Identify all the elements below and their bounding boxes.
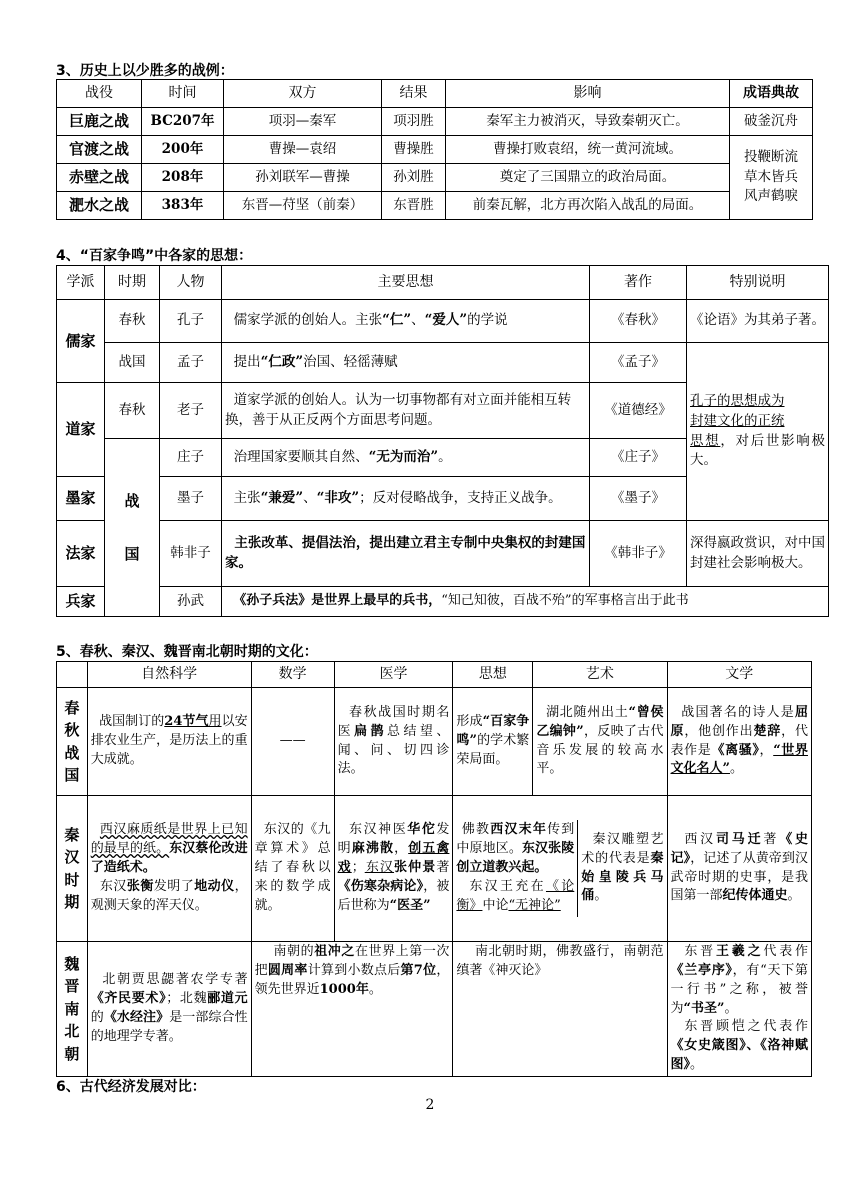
school-name: 墨家	[57, 477, 105, 521]
text-span: 道家学派的创始人。认为一切事物都有对立面并能相互转换，善于从正反两个方面思考问题。	[225, 391, 572, 428]
header-cell: 时期	[105, 266, 160, 300]
header-cell	[57, 662, 88, 688]
keyword: 纪传体通史	[722, 888, 788, 904]
keyword: 《离骚》	[711, 742, 760, 758]
idea-cell	[222, 521, 590, 587]
text-span: 用	[208, 714, 222, 730]
table-row	[57, 796, 812, 942]
table-header-row	[57, 80, 813, 108]
keyword: 圆周率	[267, 962, 308, 978]
header-cell: 思想	[453, 662, 533, 688]
note-cell: 深得嬴政赏识，对中国封建社会影响极大。	[687, 521, 829, 587]
battle-parties: 孙刘联军—曹操	[224, 164, 382, 192]
battle-time: BC207年	[142, 108, 224, 136]
school-name: 法家	[57, 521, 105, 587]
header-cell: 自然科学	[87, 662, 251, 688]
text-span: 儒家学派的创始人。主张	[233, 312, 383, 329]
text-span: 东汉张陵创立道教兴起。	[456, 841, 575, 876]
table-row	[57, 343, 829, 383]
keyword: 《女史箴图》、《洛神赋图》	[670, 1038, 808, 1073]
text-span: ，领先世界近	[254, 962, 450, 997]
header-cell: 学派	[57, 266, 105, 300]
keyword: 《伤寒杂病论》	[337, 878, 424, 894]
text-line: 国	[124, 544, 140, 563]
text-span: 西汉麻质纸是世界上已知的最早的纸。	[90, 822, 248, 857]
person-cell: 孟子	[160, 343, 222, 383]
text-span: ；反对侵略战争，支持正义战争。	[359, 489, 562, 506]
keyword: 扁鹊	[354, 723, 387, 739]
period-cell: 战国	[105, 343, 160, 383]
era-cell: 春秋战国	[57, 688, 88, 796]
keyword: 司马迁	[715, 831, 764, 847]
text-span: ，	[394, 841, 409, 857]
keyword: “爱人”	[424, 312, 468, 329]
idea-cell	[222, 477, 590, 521]
idea-cell	[222, 300, 590, 343]
text-span: 封建文化的正统	[690, 412, 785, 429]
science-cell	[87, 796, 251, 942]
book-cell: 《墨子》	[590, 477, 687, 521]
keyword: 《孙子兵法》是世界上最早的兵书，	[233, 593, 442, 609]
text-span: 东汉的《九章算术》总结了春秋以来的数学成就。	[254, 822, 331, 913]
school-name: 兵家	[57, 587, 105, 617]
section-3-heading: 3、历史上以少胜多的战例：	[56, 63, 234, 79]
keyword: “无为而治”	[368, 448, 439, 465]
medicine-cell	[334, 688, 453, 796]
text-span: 。	[438, 448, 452, 465]
book-cell: 《庄子》	[590, 439, 687, 477]
text-span: 北朝贾思勰著农学专著	[102, 972, 248, 988]
text-span: 以安排农业生产，是历法上的重大成就。	[90, 714, 248, 767]
header-cell: 医学	[334, 662, 453, 688]
literature-cell	[667, 796, 812, 942]
text-span: 西汉	[684, 831, 716, 847]
battle-idiom: 破釜沉舟	[730, 108, 813, 136]
text-span: 《论衡》	[456, 878, 575, 913]
science-cell	[87, 688, 251, 796]
battle-parties: 项羽—秦军	[224, 108, 382, 136]
keyword: 屈原	[670, 704, 808, 739]
idea-cell	[222, 343, 590, 383]
section-6-heading: 6、古代经济发展对比：	[56, 1079, 206, 1095]
text-span: 东晋顾恺之代表作	[684, 1019, 808, 1035]
text-span: 东汉	[99, 878, 127, 894]
keyword: “世界文化名人”	[670, 742, 808, 777]
text-span: 传到中原地区。	[456, 822, 575, 857]
keyword: “仁政”	[260, 353, 304, 370]
header-cell: 影响	[446, 80, 730, 108]
text-span: ，对后世影响极大。	[690, 432, 825, 469]
keyword: 张衡	[126, 878, 154, 894]
keyword: 创五禽戏	[337, 841, 450, 876]
text-span: “知己知彼，百战不殆”的军事格言出于此书	[441, 593, 689, 609]
keyword: 楚辞	[753, 723, 782, 739]
idea-cell	[222, 383, 590, 439]
text-span: 湖北随州出土	[546, 704, 629, 720]
science-cell	[87, 942, 251, 1077]
keyword: 《水经注》	[103, 1009, 170, 1025]
table-header-row	[57, 266, 829, 300]
text-span: ，被后世称为	[337, 878, 450, 913]
medicine-cell	[334, 796, 453, 942]
note-cell: 《论语》为其弟子著。	[687, 300, 829, 343]
header-cell: 主要思想	[222, 266, 590, 300]
text-span: 孔子的思想成为	[690, 393, 785, 410]
thought-cell	[453, 942, 667, 1077]
table-row	[57, 587, 829, 617]
book-cell: 《春秋》	[590, 300, 687, 343]
culture-table	[56, 661, 812, 1077]
idea-cell	[222, 587, 829, 617]
text-span: 战国著名的诗人是	[681, 704, 795, 720]
text-span: “无神论”	[508, 897, 561, 913]
keyword: “曾侯乙编钟”	[536, 704, 664, 739]
section-5-heading: 5、春秋、秦汉、魏晋南北朝时期的文化：	[56, 644, 318, 660]
table-row	[57, 192, 813, 220]
battle-name: 赤壁之战	[57, 164, 142, 192]
battle-result: 孙刘胜	[382, 164, 446, 192]
idea-cell	[222, 439, 590, 477]
table-row	[57, 300, 829, 343]
keyword: 麻沸散	[351, 841, 395, 857]
keyword: 东汉蔡伦改进了造纸术。	[90, 841, 248, 876]
text-span: 代表作	[763, 944, 808, 959]
header-cell: 人物	[160, 266, 222, 300]
text-span: 。	[368, 981, 382, 997]
text-span: 的学术繁荣局面。	[456, 733, 530, 767]
text-span: 。	[690, 1057, 704, 1073]
thought-art-inner	[453, 820, 666, 916]
text-span: 治理国家要顺其自然、	[233, 448, 369, 465]
keyword: 郦道元	[207, 991, 248, 1007]
text-span: 。	[787, 888, 801, 904]
header-cell: 特别说明	[687, 266, 829, 300]
idiom-line: 草木皆兵	[744, 168, 798, 185]
text-span: ，	[759, 742, 774, 758]
person-cell: 墨子	[160, 477, 222, 521]
text-span: 东晋	[684, 944, 716, 959]
header-cell: 艺术	[533, 662, 667, 688]
text-span: ，有“天下第一行书”之称，被誉为	[670, 962, 808, 1016]
table-row	[57, 688, 812, 796]
battle-impact: 秦军主力被消灭，导致秦朝灭亡。	[446, 108, 730, 136]
math-cell: ——	[251, 688, 334, 796]
person-cell: 韩非子	[160, 521, 222, 587]
text-span: 秦汉雕塑艺术的代表是	[581, 831, 664, 866]
table-row	[57, 108, 813, 136]
keyword: 《齐民要术》	[90, 991, 167, 1007]
person-cell: 孔子	[160, 300, 222, 343]
book-cell: 《孟子》	[590, 343, 687, 383]
battle-name: 淝水之战	[57, 192, 142, 220]
header-cell: 著作	[590, 266, 687, 300]
battle-parties: 东晋—苻坚（前秦）	[224, 192, 382, 220]
keyword: “百家争鸣”	[456, 714, 530, 749]
text-span: ，观测天象的浑天仪。	[90, 878, 248, 913]
battle-time: 208年	[142, 164, 224, 192]
text-span: ，他创作出	[684, 723, 754, 739]
keyword: “书圣”	[683, 1000, 725, 1016]
art-literature-cell	[667, 942, 812, 1077]
period-cell: 春秋	[105, 383, 160, 439]
text-span: 治国、轻徭薄赋	[303, 353, 398, 370]
text-span: 。	[724, 1000, 738, 1016]
period-cell-merged	[105, 439, 160, 617]
battle-result: 项羽胜	[382, 108, 446, 136]
header-cell: 成语典故	[730, 80, 813, 108]
header-cell: 文学	[667, 662, 812, 688]
text-span: ，反映了古代音乐发展的较高水平。	[536, 723, 664, 777]
idiom-line: 投鞭断流	[744, 149, 798, 166]
note-cell-merged	[687, 343, 829, 521]
era-cell: 魏晋南北朝	[57, 942, 88, 1077]
table-row	[57, 136, 813, 164]
keyword: 地动仪	[194, 878, 235, 894]
text-span: 是一部综合性的地理学专著。	[90, 1009, 248, 1044]
text-span: 计算到小数点后	[307, 962, 401, 978]
battle-impact: 曹操打败袁绍，统一黄河流域。	[446, 136, 730, 164]
text-span: 著	[763, 831, 780, 847]
keyword: 第7位	[400, 962, 437, 978]
battle-idiom-merged	[730, 136, 813, 220]
text-span: 思想	[690, 432, 721, 449]
text-span: 佛教	[461, 822, 491, 838]
table-row	[57, 521, 829, 587]
text-span: 的	[90, 1009, 104, 1025]
text-span: 南北朝时期，佛教盛行，南朝范缜著《神灭论》	[456, 944, 664, 978]
book-cell: 《韩非子》	[590, 521, 687, 587]
section-4-heading: 4、“百家争鸣”中各家的思想：	[56, 248, 253, 264]
keyword: 秦始皇陵兵马俑	[581, 850, 664, 904]
battle-time: 383年	[142, 192, 224, 220]
book-cell: 《道德经》	[590, 383, 687, 439]
battle-impact: 奠定了三国鼎立的政治局面。	[446, 164, 730, 192]
header-cell: 时间	[142, 80, 224, 108]
text-line: 战	[124, 492, 140, 510]
text-span: 战国制订的	[99, 714, 165, 730]
table-row	[57, 164, 813, 192]
text-span: 主张	[233, 489, 261, 506]
text-span: 发明了	[153, 878, 195, 894]
keyword: 《兰亭序》	[670, 962, 733, 978]
era-cell: 秦汉时期	[57, 796, 88, 942]
text-span: 。	[729, 761, 743, 777]
text-span: 南朝的	[273, 944, 315, 959]
text-span: 东汉	[364, 860, 395, 876]
header-cell: 数学	[251, 662, 334, 688]
text-span: 形成	[456, 714, 483, 730]
text-span: 的学说	[467, 312, 508, 329]
school-name: 儒家	[57, 300, 105, 383]
text-span: 发明	[337, 822, 450, 857]
text-span: 著	[436, 860, 450, 876]
text-span: 在世界上第一次把	[254, 944, 450, 978]
table-header-row	[57, 662, 812, 688]
keyword: 1000年	[319, 981, 369, 997]
text-span: 、	[411, 312, 425, 329]
text-span: 、	[303, 489, 317, 506]
keyword: “兼爱”	[260, 489, 304, 506]
art-cell	[578, 820, 667, 916]
text-span: ；北魏	[166, 991, 208, 1007]
math-cell	[251, 942, 453, 1077]
keyword: 祖冲之	[314, 944, 355, 959]
battle-impact: 前秦瓦解，北方再次陷入战乱的局面。	[446, 192, 730, 220]
text-span: ，记述了从黄帝到汉武帝时期的史事，是我国第一部	[670, 850, 808, 904]
page-number: 2	[425, 1097, 435, 1113]
text-span: 春秋战国时期名医	[337, 704, 450, 739]
text-span: 。	[594, 888, 608, 904]
text-span: 东汉神医	[349, 822, 408, 838]
keyword: “仁”	[382, 312, 412, 329]
battles-table	[56, 79, 813, 220]
battle-time: 200年	[142, 136, 224, 164]
keyword: 24节气	[164, 714, 209, 730]
literature-cell	[667, 688, 812, 796]
thought-cell	[453, 688, 533, 796]
period-cell: 春秋	[105, 300, 160, 343]
text-span: ；	[351, 860, 365, 876]
math-cell	[251, 796, 334, 942]
header-cell: 战役	[57, 80, 142, 108]
text-span: ，代表作是	[670, 723, 808, 758]
keyword: “医圣”	[389, 897, 431, 913]
keyword: 西汉末年	[490, 822, 548, 838]
battle-result: 东晋胜	[382, 192, 446, 220]
battle-name: 巨鹿之战	[57, 108, 142, 136]
header-cell: 双方	[224, 80, 382, 108]
battle-parties: 曹操—袁绍	[224, 136, 382, 164]
thought-art-cell	[453, 796, 667, 942]
text-span: 提出	[233, 353, 261, 370]
text-span: 东汉王充在	[469, 878, 546, 894]
thought-cell	[453, 820, 577, 916]
art-cell	[533, 688, 667, 796]
keyword: 《史记》	[670, 831, 808, 866]
text-span: 中论	[482, 897, 509, 913]
header-cell: 结果	[382, 80, 446, 108]
keyword: 华佗	[407, 822, 437, 838]
idiom-line: 风声鹤唳	[744, 188, 798, 205]
battle-name: 官渡之战	[57, 136, 142, 164]
school-name: 道家	[57, 383, 105, 477]
person-cell: 庄子	[160, 439, 222, 477]
text-span: 主张改革、提倡法治，提出建立君主专制中央集权的封建国家。	[225, 534, 586, 571]
person-cell: 老子	[160, 383, 222, 439]
keyword: “非攻”	[316, 489, 360, 506]
schools-table	[56, 265, 829, 617]
text-span: 总结望、闻、问、切四诊法。	[337, 723, 450, 777]
person-cell: 孙武	[160, 587, 222, 617]
table-row	[57, 942, 812, 1077]
keyword: 王羲之	[715, 944, 764, 959]
keyword: 张仲景	[394, 860, 437, 876]
battle-result: 曹操胜	[382, 136, 446, 164]
